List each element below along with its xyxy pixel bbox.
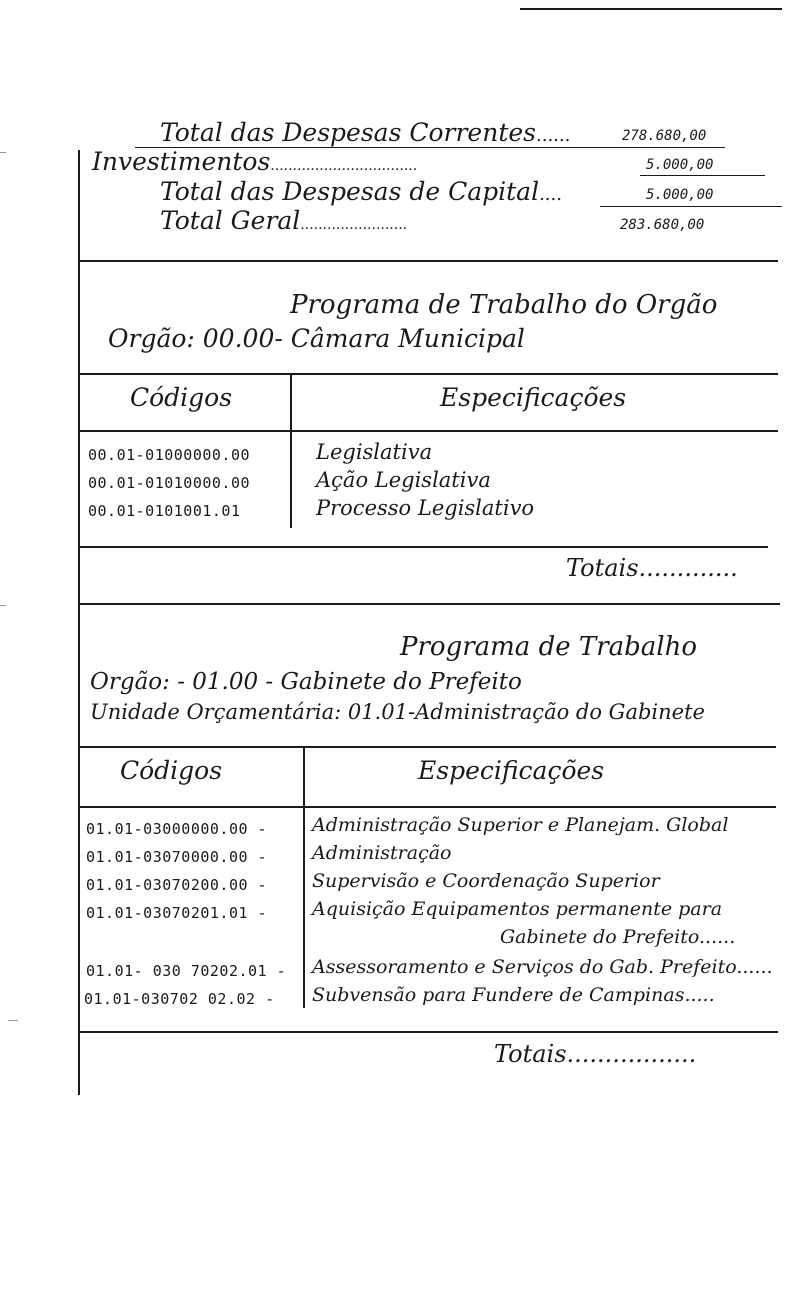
- section-title: Programa de Trabalho do Orgão: [290, 290, 718, 320]
- left-margin-rule: [78, 150, 80, 1095]
- table-row-code: 01.01- 030 70202.01 -: [86, 962, 287, 980]
- table-row-spec: Aquisição Equipamentos permanente para: [312, 898, 723, 920]
- summary-row-investimentos: Investimentos.................................: [92, 147, 418, 176]
- table-row-code: 00.01-0101001.01: [88, 502, 241, 520]
- table-row-spec: Legislativa: [316, 440, 433, 464]
- summary-value-correntes: 278.680,00: [622, 128, 707, 144]
- table-bottom: [78, 1031, 778, 1033]
- table-row-code: 01.01-03070000.00 -: [86, 848, 268, 866]
- table-header-top: [78, 373, 778, 375]
- table-row-spec: Ação Legislativa: [316, 468, 491, 492]
- scan-mark: [0, 152, 6, 153]
- table-row-spec: Subvensão para Fundere de Campinas.....: [312, 984, 715, 1006]
- table-row-code: 01.01-030702 02.02 -: [84, 990, 275, 1008]
- column-separator: [303, 746, 305, 1008]
- table-header-bottom: [78, 806, 776, 808]
- scan-mark: [8, 1020, 18, 1021]
- summary-value-capital: 5.000,00: [646, 187, 714, 203]
- table-bottom: [78, 546, 768, 548]
- summary-row-correntes: Total das Despesas Correntes......: [160, 118, 571, 147]
- table-row-spec: Supervisão e Coordenação Superior: [312, 870, 660, 892]
- totals-label: Totais.............: [566, 554, 738, 582]
- table-row-spec: Processo Legislativo: [316, 496, 535, 520]
- scan-mark: [0, 605, 6, 606]
- table-row-code: 01.01-03070200.00 -: [86, 876, 268, 894]
- column-header-specs: Especificações: [418, 756, 605, 785]
- table-row-code: 00.01-01010000.00: [88, 474, 251, 492]
- section-divider: [78, 603, 780, 605]
- section-divider: [78, 260, 778, 262]
- table-row-spec: Assessoramento e Serviços do Gab. Prefeito......: [312, 956, 773, 978]
- orgao-label: Orgão: - 01.00 - Gabinete do Prefeito: [90, 669, 522, 695]
- table-header-top: [78, 746, 776, 748]
- divider: [600, 206, 782, 207]
- summary-row-total-geral: Total Geral........................: [160, 206, 408, 235]
- totals-label: Totais.................: [494, 1040, 697, 1068]
- column-header-codes: Códigos: [120, 756, 223, 785]
- top-rule: [520, 8, 782, 10]
- orgao-label: Orgão: 00.00- Câmara Municipal: [108, 324, 525, 353]
- table-row-code: 01.01-03000000.00 -: [86, 820, 268, 838]
- summary-value-investimentos: 5.000,00: [646, 157, 714, 173]
- divider: [640, 175, 765, 176]
- table-row-spec: Administração: [312, 842, 452, 864]
- table-row-code: 01.01-03070201.01 -: [86, 904, 268, 922]
- table-header-bottom: [78, 430, 778, 432]
- table-row-code: 00.01-01000000.00: [88, 446, 251, 464]
- summary-row-capital: Total das Despesas de Capital....: [160, 177, 562, 206]
- summary-value-total-geral: 283.680,00: [620, 217, 705, 233]
- column-header-specs: Especificações: [440, 383, 627, 412]
- column-separator: [290, 373, 292, 528]
- unidade-label: Unidade Orçamentária: 01.01-Administração do Gabinete: [90, 700, 705, 724]
- table-row-spec: Administração Superior e Planejam. Global: [312, 814, 729, 836]
- section-title: Programa de Trabalho: [400, 632, 697, 662]
- table-row-spec-continued: Gabinete do Prefeito......: [500, 926, 736, 948]
- summary-label: Total das Despesas Correntes: [160, 118, 536, 147]
- column-header-codes: Códigos: [130, 383, 233, 412]
